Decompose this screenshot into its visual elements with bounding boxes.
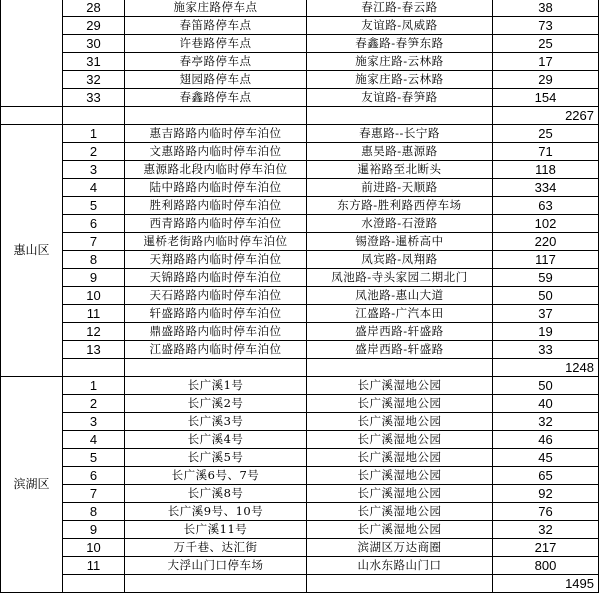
table-row [1,521,599,539]
parking-spaces: 63 [493,197,599,215]
parking-name: 惠源路北段内临时停车泊位 [125,161,307,179]
table-row [1,35,599,53]
district-name: 惠山区 [1,125,63,377]
parking-name: 长广溪8号 [125,485,307,503]
parking-name: 长广溪3号 [125,413,307,431]
table-row [1,215,599,233]
parking-name: 春鑫路停车点 [125,89,307,107]
table-row [1,341,599,359]
table-row [1,269,599,287]
parking-spaces: 65 [493,467,599,485]
parking-name: 暹桥老街路内临时停车泊位 [125,233,307,251]
parking-location: 凤宾路-凤翔路 [307,251,493,269]
row-number: 11 [63,305,125,323]
row-number: 6 [63,467,125,485]
parking-name: 许巷路停车点 [125,35,307,53]
parking-name: 陆中路路内临时停车泊位 [125,179,307,197]
subtotal-row [1,575,599,593]
row-number: 6 [63,215,125,233]
parking-location: 暹裕路至北断头 [307,161,493,179]
parking-location: 惠昊路-惠源路 [307,143,493,161]
parking-location: 长广溪湿地公园 [307,413,493,431]
row-number: 9 [63,521,125,539]
parking-name: 西青路路内临时停车泊位 [125,215,307,233]
parking-name: 翅园路停车点 [125,71,307,89]
row-number: 31 [63,53,125,71]
subtotal-value: 2267 [493,107,599,125]
row-number: 5 [63,197,125,215]
table-row [1,89,599,107]
parking-location: 长广溪湿地公园 [307,467,493,485]
parking-name: 天石路路内临时停车泊位 [125,287,307,305]
subtotal-value: 1248 [493,359,599,377]
parking-spaces: 40 [493,395,599,413]
parking-name: 轩盛路路内临时停车泊位 [125,305,307,323]
row-number: 2 [63,143,125,161]
row-number: 10 [63,539,125,557]
row-number: 28 [63,0,125,17]
parking-location: 长广溪湿地公园 [307,431,493,449]
subtotal-value: 1495 [493,575,599,593]
table-row [1,71,599,89]
empty-cell [125,359,307,377]
parking-name: 长广溪2号 [125,395,307,413]
row-number: 4 [63,431,125,449]
district-cell-continued [1,0,63,107]
parking-spaces: 33 [493,341,599,359]
table-row [1,467,599,485]
table-row [1,431,599,449]
parking-spaces: 37 [493,305,599,323]
empty-cell [307,359,493,377]
parking-spaces: 220 [493,233,599,251]
parking-spaces: 19 [493,323,599,341]
district-cell-empty [1,107,63,125]
empty-cell [307,107,493,125]
empty-cell [63,107,125,125]
parking-name: 长广溪11号 [125,521,307,539]
empty-cell [63,575,125,593]
table-row [1,395,599,413]
table-row [1,179,599,197]
subtotal-row [1,359,599,377]
parking-spaces: 92 [493,485,599,503]
parking-spaces: 154 [493,89,599,107]
table-row [1,305,599,323]
row-number: 4 [63,179,125,197]
table-row [1,539,599,557]
row-number: 12 [63,323,125,341]
parking-location: 江盛路-广汽本田 [307,305,493,323]
parking-spaces: 73 [493,17,599,35]
table-row [1,161,599,179]
parking-location: 长广溪湿地公园 [307,521,493,539]
parking-location: 凤池路-寺头家园二期北门 [307,269,493,287]
parking-name: 天翔路路内临时停车泊位 [125,251,307,269]
row-number: 9 [63,269,125,287]
parking-spaces: 32 [493,413,599,431]
table-row [1,377,599,395]
table-row [1,413,599,431]
parking-location: 前进路-天顺路 [307,179,493,197]
parking-spaces: 59 [493,269,599,287]
parking-spaces: 32 [493,521,599,539]
table-row [1,53,599,71]
parking-name: 长广溪6号、7号 [125,467,307,485]
table-row [1,233,599,251]
parking-spaces: 17 [493,53,599,71]
row-number: 8 [63,503,125,521]
parking-location: 滨湖区万达商圈 [307,539,493,557]
parking-location: 锡澄路-暹桥高中 [307,233,493,251]
row-number: 13 [63,341,125,359]
parking-location: 友谊路-春笋路 [307,89,493,107]
table-row [1,125,599,143]
parking-location: 春鑫路-春笋东路 [307,35,493,53]
parking-name: 长广溪1号 [125,377,307,395]
district-name: 滨湖区 [1,377,63,593]
parking-location: 春江路-春云路 [307,0,493,17]
row-number: 32 [63,71,125,89]
parking-spaces: 38 [493,0,599,17]
parking-spaces: 45 [493,449,599,467]
table-row [1,557,599,575]
parking-location: 春惠路--长宁路 [307,125,493,143]
table-body [1,0,599,593]
parking-location: 长广溪湿地公园 [307,485,493,503]
parking-name: 长广溪4号 [125,431,307,449]
parking-spaces: 50 [493,377,599,395]
parking-spaces: 46 [493,431,599,449]
empty-cell [125,107,307,125]
row-number: 1 [63,125,125,143]
table-row [1,503,599,521]
table-row [1,0,599,17]
parking-spaces: 800 [493,557,599,575]
parking-name: 天锦路路内临时停车泊位 [125,269,307,287]
table-row [1,323,599,341]
parking-name: 胜利路路内临时停车泊位 [125,197,307,215]
table-row [1,17,599,35]
parking-spaces: 117 [493,251,599,269]
parking-spaces: 50 [493,287,599,305]
table-row [1,197,599,215]
row-number: 7 [63,485,125,503]
row-number: 30 [63,35,125,53]
empty-cell [63,359,125,377]
parking-location: 施家庄路-云林路 [307,53,493,71]
row-number: 1 [63,377,125,395]
parking-name: 文惠路路内临时停车泊位 [125,143,307,161]
parking-location: 友谊路-凤威路 [307,17,493,35]
table-row [1,485,599,503]
parking-spaces: 334 [493,179,599,197]
parking-spaces: 76 [493,503,599,521]
subtotal-row [1,107,599,125]
parking-name: 施家庄路停车点 [125,0,307,17]
table-row [1,287,599,305]
parking-spaces: 25 [493,125,599,143]
row-number: 33 [63,89,125,107]
parking-name: 春笛路停车点 [125,17,307,35]
row-number: 10 [63,287,125,305]
parking-location: 施家庄路-云林路 [307,71,493,89]
parking-name: 万千巷、达汇街 [125,539,307,557]
parking-name: 长广溪9号、10号 [125,503,307,521]
table-row [1,143,599,161]
parking-name: 大浮山门口停车场 [125,557,307,575]
parking-location: 水澄路-石澄路 [307,215,493,233]
parking-location: 凤池路-惠山大道 [307,287,493,305]
parking-location: 山水东路山门口 [307,557,493,575]
row-number: 3 [63,413,125,431]
parking-spaces: 29 [493,71,599,89]
parking-name: 江盛路路内临时停车泊位 [125,341,307,359]
row-number: 29 [63,17,125,35]
row-number: 3 [63,161,125,179]
parking-name: 鼎盛路路内临时停车泊位 [125,323,307,341]
parking-location: 盛岸西路-轩盛路 [307,323,493,341]
parking-location: 盛岸西路-轩盛路 [307,341,493,359]
table-row [1,251,599,269]
parking-location: 长广溪湿地公园 [307,449,493,467]
parking-location: 长广溪湿地公园 [307,503,493,521]
parking-name: 惠吉路路内临时停车泊位 [125,125,307,143]
table-row [1,449,599,467]
empty-cell [125,575,307,593]
parking-location: 长广溪湿地公园 [307,395,493,413]
parking-spaces: 118 [493,161,599,179]
row-number: 7 [63,233,125,251]
parking-name: 春亭路停车点 [125,53,307,71]
row-number: 8 [63,251,125,269]
empty-cell [307,575,493,593]
row-number: 5 [63,449,125,467]
parking-name: 长广溪5号 [125,449,307,467]
parking-spaces: 71 [493,143,599,161]
parking-spaces: 25 [493,35,599,53]
row-number: 2 [63,395,125,413]
parking-location: 东方路-胜利路西停车场 [307,197,493,215]
parking-spaces: 217 [493,539,599,557]
row-number: 11 [63,557,125,575]
parking-spaces: 102 [493,215,599,233]
parking-location: 长广溪湿地公园 [307,377,493,395]
